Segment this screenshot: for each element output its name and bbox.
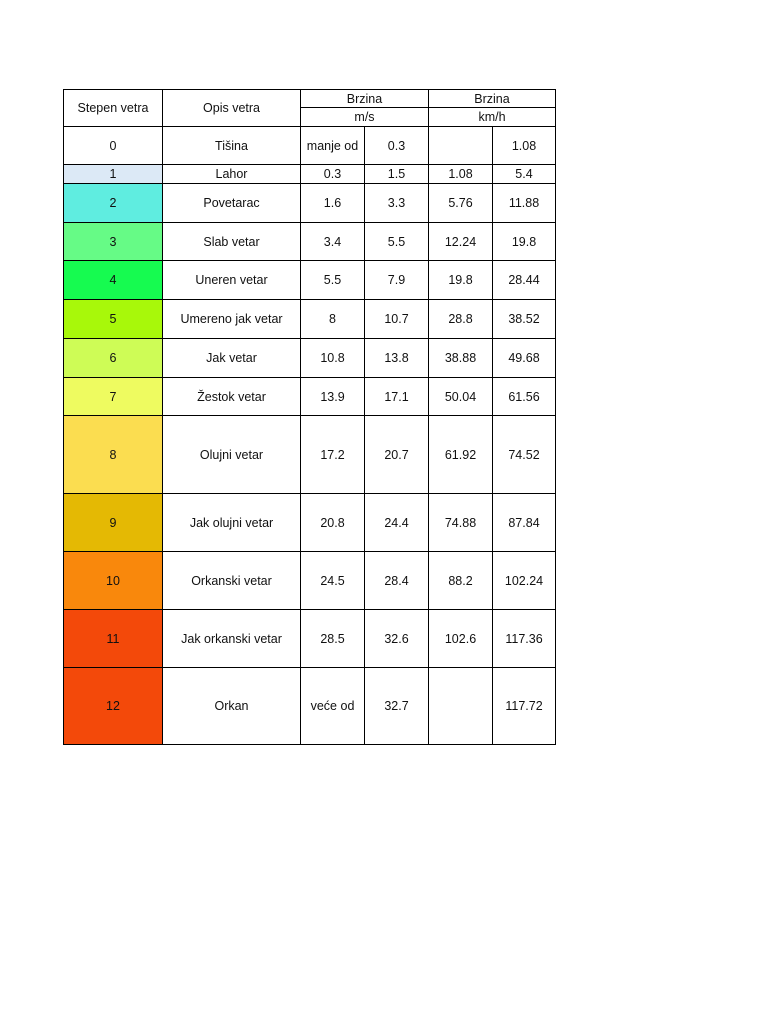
speed-ms-from-cell: 13.9 [301,378,365,416]
speed-ms-from-cell: 28.5 [301,610,365,668]
stepen-cell: 9 [64,494,163,552]
speed-kmh-to-cell: 117.36 [493,610,556,668]
header-brzina-ms: Brzina [301,90,429,108]
speed-ms-to-cell: 3.3 [365,184,429,223]
speed-kmh-from-cell: 88.2 [429,552,493,610]
speed-ms-from-cell: manje od [301,127,365,165]
opis-cell: Žestok vetar [163,378,301,416]
speed-ms-from-cell: 24.5 [301,552,365,610]
header-opis-vetra: Opis vetra [163,90,301,127]
speed-ms-from-cell: 5.5 [301,261,365,300]
table-row [64,300,556,339]
opis-cell: Uneren vetar [163,261,301,300]
speed-ms-to-cell: 10.7 [365,300,429,339]
speed-ms-from-cell: 8 [301,300,365,339]
stepen-cell: 7 [64,378,163,416]
speed-ms-from-cell: 3.4 [301,223,365,261]
speed-ms-to-cell: 32.6 [365,610,429,668]
stepen-cell: 4 [64,261,163,300]
speed-ms-from-cell: 20.8 [301,494,365,552]
stepen-cell: 0 [64,127,163,165]
stepen-cell: 5 [64,300,163,339]
table-row [64,378,556,416]
stepen-cell: 8 [64,416,163,494]
speed-kmh-to-cell: 1.08 [493,127,556,165]
opis-cell: Tišina [163,127,301,165]
stepen-cell: 11 [64,610,163,668]
speed-kmh-from-cell [429,668,493,745]
speed-ms-to-cell: 13.8 [365,339,429,378]
speed-ms-to-cell: 32.7 [365,668,429,745]
stepen-cell: 10 [64,552,163,610]
header-stepen-vetra: Stepen vetra [64,90,163,127]
stepen-cell: 12 [64,668,163,745]
speed-ms-to-cell: 24.4 [365,494,429,552]
speed-kmh-to-cell: 74.52 [493,416,556,494]
opis-cell: Umereno jak vetar [163,300,301,339]
speed-kmh-from-cell: 50.04 [429,378,493,416]
speed-ms-to-cell: 0.3 [365,127,429,165]
speed-kmh-to-cell: 11.88 [493,184,556,223]
header-brzina-kmh: Brzina [429,90,556,108]
table-row [64,127,556,165]
table-row [64,552,556,610]
stepen-cell: 2 [64,184,163,223]
wind-scale-table [63,89,556,745]
speed-kmh-to-cell: 87.84 [493,494,556,552]
table-row [64,339,556,378]
stepen-cell: 3 [64,223,163,261]
speed-ms-from-cell: 1.6 [301,184,365,223]
opis-cell: Jak vetar [163,339,301,378]
table-row [64,668,556,745]
table-row [64,610,556,668]
opis-cell: Olujni vetar [163,416,301,494]
speed-kmh-from-cell: 1.08 [429,165,493,184]
speed-ms-to-cell: 17.1 [365,378,429,416]
speed-kmh-to-cell: 28.44 [493,261,556,300]
speed-kmh-from-cell: 12.24 [429,223,493,261]
opis-cell: Povetarac [163,184,301,223]
table-row [64,223,556,261]
speed-kmh-to-cell: 61.56 [493,378,556,416]
header-unit-ms: m/s [301,108,429,127]
opis-cell: Jak olujni vetar [163,494,301,552]
speed-ms-to-cell: 7.9 [365,261,429,300]
speed-ms-from-cell: 0.3 [301,165,365,184]
speed-ms-from-cell: 10.8 [301,339,365,378]
table-row [64,416,556,494]
speed-kmh-from-cell: 19.8 [429,261,493,300]
opis-cell: Orkanski vetar [163,552,301,610]
table-row [64,165,556,184]
speed-kmh-from-cell: 28.8 [429,300,493,339]
speed-ms-from-cell: 17.2 [301,416,365,494]
speed-kmh-to-cell: 49.68 [493,339,556,378]
speed-kmh-to-cell: 38.52 [493,300,556,339]
speed-kmh-to-cell: 117.72 [493,668,556,745]
speed-ms-to-cell: 1.5 [365,165,429,184]
table-row [64,261,556,300]
speed-ms-to-cell: 20.7 [365,416,429,494]
speed-ms-from-cell: veće od [301,668,365,745]
speed-kmh-from-cell [429,127,493,165]
opis-cell: Jak orkanski vetar [163,610,301,668]
opis-cell: Orkan [163,668,301,745]
speed-kmh-from-cell: 61.92 [429,416,493,494]
speed-kmh-from-cell: 74.88 [429,494,493,552]
opis-cell: Slab vetar [163,223,301,261]
table-body [64,127,556,745]
speed-ms-to-cell: 5.5 [365,223,429,261]
speed-kmh-to-cell: 5.4 [493,165,556,184]
header-unit-kmh: km/h [429,108,556,127]
speed-ms-to-cell: 28.4 [365,552,429,610]
opis-cell: Lahor [163,165,301,184]
stepen-cell: 1 [64,165,163,184]
table-row [64,184,556,223]
speed-kmh-from-cell: 5.76 [429,184,493,223]
table-row [64,494,556,552]
stepen-cell: 6 [64,339,163,378]
speed-kmh-to-cell: 102.24 [493,552,556,610]
speed-kmh-to-cell: 19.8 [493,223,556,261]
speed-kmh-from-cell: 102.6 [429,610,493,668]
speed-kmh-from-cell: 38.88 [429,339,493,378]
